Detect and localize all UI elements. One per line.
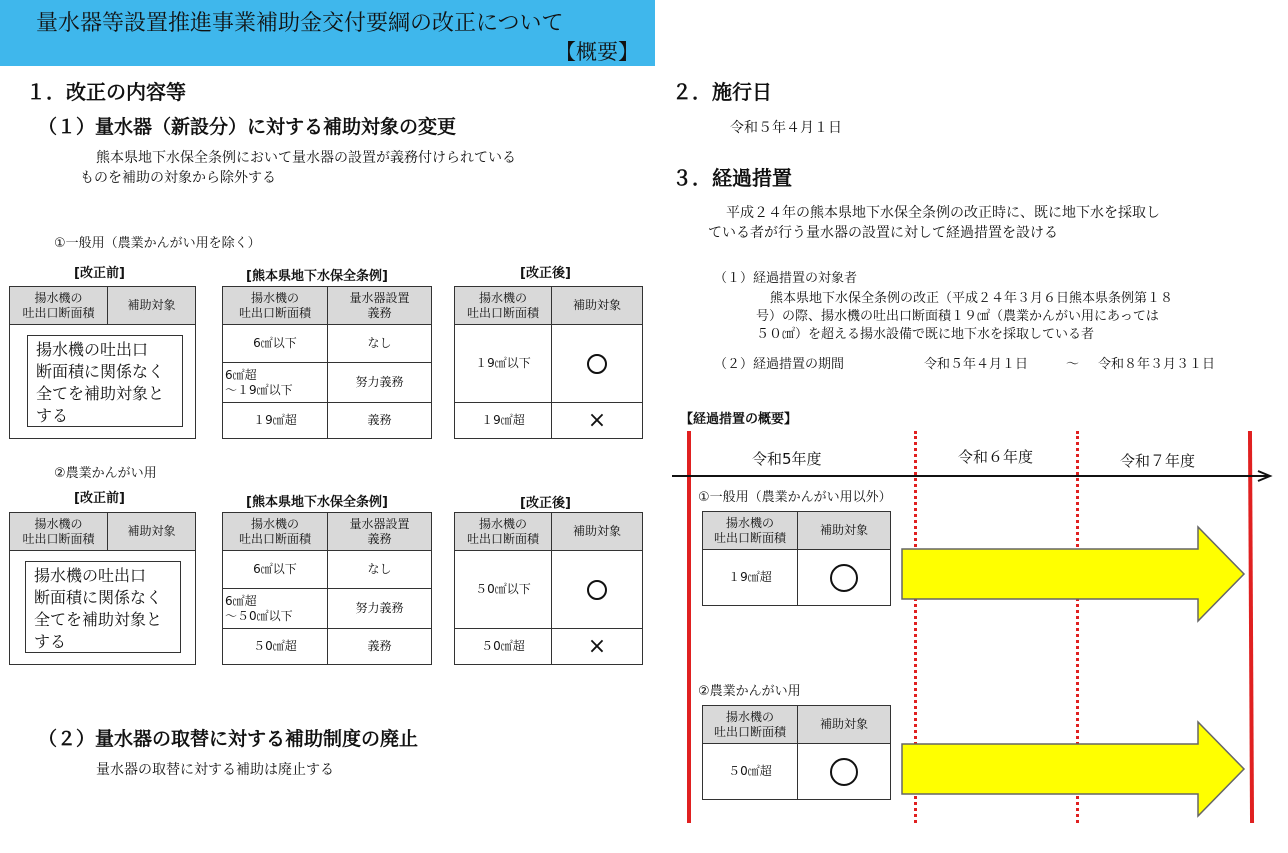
agri-transition-arrow [900, 720, 1248, 818]
header-target: 補助対象 [798, 512, 891, 550]
agri-after-label: [改正後] [520, 496, 571, 511]
transition-area-cell: １9㎠超 [703, 550, 798, 606]
year-label-r6: 令和６年度 [958, 448, 1034, 466]
circle-mark [830, 564, 858, 592]
general-ordinance-label: [熊本県地下水保全条例] [246, 269, 388, 284]
start-line [687, 431, 691, 823]
cross-mark: × [587, 407, 607, 433]
transition-target-line2: 号）の際、揚水機の吐出口断面積１９㎠（農業かんがい用にあっては [756, 309, 1159, 324]
section1-2-heading: （２）量水器の取替に対する補助制度の廃止 [38, 728, 419, 750]
header-area: 揚水機の 吐出口断面積 [10, 513, 108, 551]
agri-after-table [454, 512, 643, 665]
header-area: 揚水機の 吐出口断面積 [455, 287, 552, 325]
ord-duty-cell: 義務 [328, 403, 432, 439]
after-mark-cell [552, 403, 643, 439]
agri-transition-label: ②農業かんがい用 [698, 684, 801, 699]
agri-transition-table [702, 705, 891, 800]
section3-heading: ３．経過措置 [672, 166, 792, 190]
after-area-cell: ５0㎠以下 [455, 551, 552, 629]
general-after-table [454, 286, 643, 439]
ord-duty-cell: 努力義務 [328, 589, 432, 629]
ord-area-cell: １9㎠超 [223, 403, 328, 439]
header-area: 揚水機の 吐出口断面積 [10, 287, 108, 325]
after-mark-cell [552, 629, 643, 665]
header-target: 補助対象 [108, 287, 196, 325]
header-area: 揚水機の 吐出口断面積 [223, 287, 328, 325]
document-title: 量水器等設置推進事業補助金交付要綱の改正について [36, 11, 564, 36]
section1-1-body-line2: ものを補助の対象から除外する [80, 170, 276, 186]
ord-area-cell: 6㎠以下 [223, 325, 328, 363]
general-after-label: [改正後] [520, 266, 571, 281]
agri-before-note: 揚水機の吐出口 断面積に関係なく 全てを補助対象と する [25, 561, 181, 653]
section3-body-line2: ている者が行う量水器の設置に対して経過措置を設ける [708, 225, 1058, 241]
transition-period-sep: ～ [1066, 357, 1080, 372]
header-target: 補助対象 [552, 513, 643, 551]
after-area-cell: １9㎠超 [455, 403, 552, 439]
year-label-r5: 令和5年度 [752, 450, 822, 468]
effective-date: 令和５年４月１日 [730, 120, 842, 136]
header-area: 揚水機の 吐出口断面積 [703, 512, 798, 550]
header-area: 揚水機の 吐出口断面積 [223, 513, 328, 551]
header-area: 揚水機の 吐出口断面積 [455, 513, 552, 551]
after-mark-cell [552, 325, 643, 403]
after-mark-cell [552, 551, 643, 629]
section1-2-body: 量水器の取替に対する補助は廃止する [96, 762, 334, 778]
agri-ordinance-label: [熊本県地下水保全条例] [246, 495, 388, 510]
general-transition-table [702, 511, 891, 606]
section1-1-body-line1: 熊本県地下水保全条例において量水器の設置が義務付けられている [96, 150, 516, 166]
transition-target-line1: 熊本県地下水保全条例の改正（平成２４年３月６日熊本県条例第１８ [770, 291, 1174, 306]
circle-mark [587, 354, 607, 374]
header-target: 補助対象 [798, 706, 891, 744]
section2-heading: ２．施行日 [672, 80, 772, 104]
transition-area-cell: ５0㎠超 [703, 744, 798, 800]
end-line [1248, 431, 1254, 823]
general-before-note: 揚水機の吐出口 断面積に関係なく 全てを補助対象と する [27, 335, 183, 427]
header-target: 補助対象 [108, 513, 196, 551]
ord-area-cell: 6㎠超 ～１9㎠以下 [223, 363, 328, 403]
header-meter-duty: 量水器設置 義務 [328, 513, 432, 551]
agri-before-label: [改正前] [74, 491, 125, 506]
ord-duty-cell: なし [328, 325, 432, 363]
general-transition-label: ①一般用（農業かんがい用以外） [698, 490, 892, 505]
after-area-cell: １9㎠以下 [455, 325, 552, 403]
transition-period-label: （２）経過措置の期間 [714, 357, 845, 372]
header-area: 揚水機の 吐出口断面積 [703, 706, 798, 744]
transition-period-from: 令和５年４月１日 [924, 357, 1029, 372]
ord-area-cell: 6㎠超 ～５0㎠以下 [223, 589, 328, 629]
document-subtitle: 【概要】 [555, 40, 639, 64]
circle-mark [587, 580, 607, 600]
agri-use-label: ②農業かんがい用 [54, 466, 157, 481]
section3-body-line1: 平成２４年の熊本県地下水保全条例の改正時に、既に地下水を採取し [726, 205, 1160, 221]
header-meter-duty: 量水器設置 義務 [328, 287, 432, 325]
cross-mark: × [587, 633, 607, 659]
section1-1-heading: （１）量水器（新設分）に対する補助対象の変更 [38, 116, 457, 138]
after-area-cell: ５0㎠超 [455, 629, 552, 665]
year-label-r7: 令和７年度 [1120, 452, 1196, 470]
ord-duty-cell: 義務 [328, 629, 432, 665]
arrow-shape [902, 527, 1244, 621]
header-target: 補助対象 [552, 287, 643, 325]
overview-label: 【経過措置の概要】 [680, 412, 798, 427]
title-banner [0, 0, 655, 66]
ord-area-cell: ５0㎠超 [223, 629, 328, 665]
general-use-label: ①一般用（農業かんがい用を除く） [54, 236, 261, 251]
general-before-label: [改正前] [74, 266, 125, 281]
circle-mark [830, 758, 858, 786]
transition-mark-cell [798, 744, 891, 800]
general-transition-arrow [900, 525, 1248, 623]
transition-target-line3: ５０㎠）を超える揚水設備で既に地下水を採取している者 [756, 327, 1095, 342]
ord-area-cell: 6㎠以下 [223, 551, 328, 589]
agri-ordinance-table [222, 512, 432, 665]
arrow-shape [902, 722, 1244, 816]
section1-heading: １．改正の内容等 [26, 80, 186, 104]
transition-target-label: （１）経過措置の対象者 [714, 271, 858, 286]
transition-mark-cell [798, 550, 891, 606]
ord-duty-cell: 努力義務 [328, 363, 432, 403]
general-ordinance-table [222, 286, 432, 439]
ord-duty-cell: なし [328, 551, 432, 589]
transition-period-to: 令和８年３月３１日 [1098, 357, 1216, 372]
